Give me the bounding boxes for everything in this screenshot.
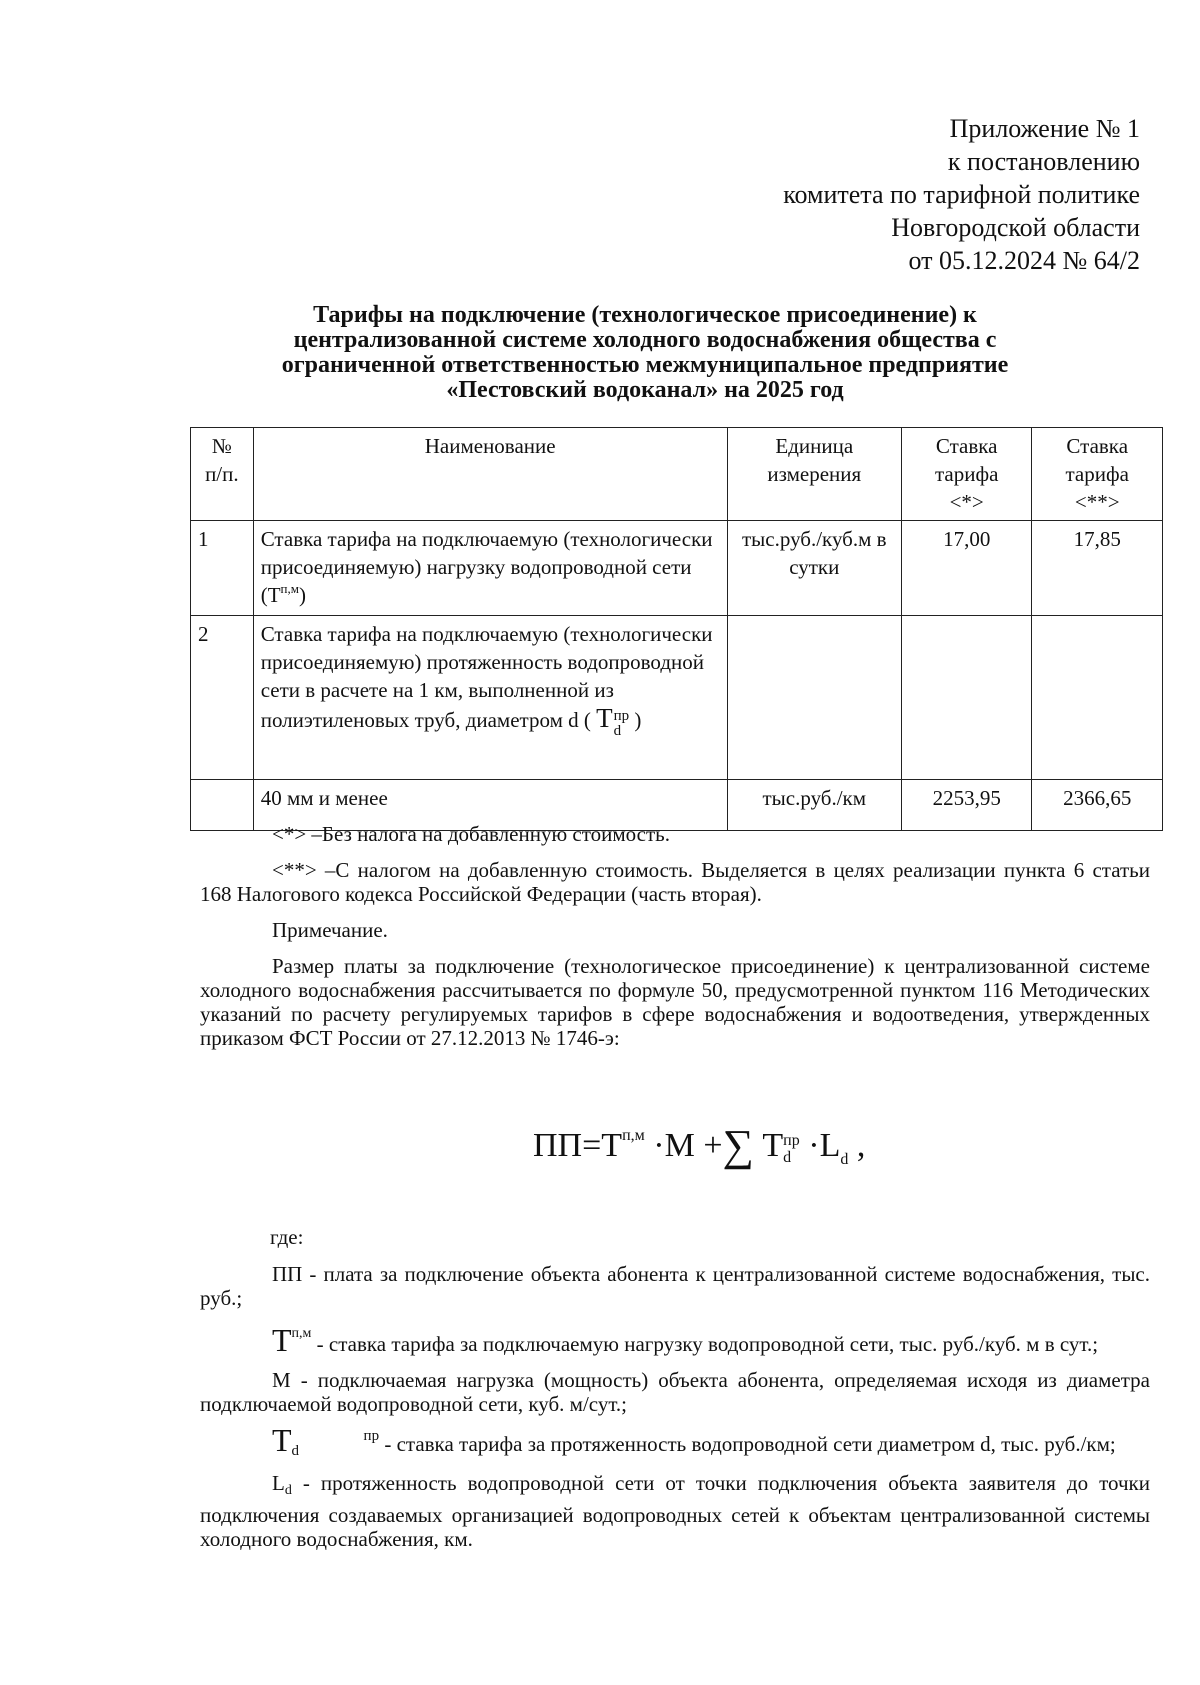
- payment-formula: $ПП=Т^{п,м} \cdot М$ +∑ Тпр $d \cdot L_d$ ,: [533, 1121, 866, 1170]
- row-number: 1: [191, 521, 254, 616]
- row-name: Ставка тарифа на подключаемую (технологически присоединяемую) протяженность водопроводной сети в расчете на 1 км, выполненной из полиэтиленовых труб, диаметром d ( Тпр d ): [253, 616, 727, 780]
- remark-title: Примечание.: [272, 918, 388, 942]
- header-rate-without-vat: Ставка тарифа <*>: [901, 428, 1032, 521]
- row-rate-without-vat: [901, 616, 1032, 780]
- header-number: № п/п.: [191, 428, 254, 521]
- row-unit: тыс.руб./км: [727, 780, 901, 831]
- definitions-section: [200, 1262, 1150, 1563]
- row-rate-with-vat: 2366,65: [1032, 780, 1163, 831]
- title-line: Тарифы на подключение (технологическое присоединение) к: [313, 302, 977, 328]
- row-rate-without-vat: 17,00: [901, 521, 1032, 616]
- definition-t-pm: $Т^{п,м}$ - ставка тарифа за подключаемую нагрузку водопроводной сети, тыс. руб./куб. м в сут.;: [272, 1322, 1099, 1358]
- header-unit: Единица измерения: [727, 428, 901, 521]
- header-rate-with-vat: Ставка тарифа <**>: [1032, 428, 1163, 521]
- title-line: ограниченной ответственностью межмуниципальное предприятие: [281, 352, 1009, 378]
- appendix-line: комитета по тарифной политике: [783, 180, 1140, 209]
- row-unit: [727, 616, 901, 780]
- row-name: Ставка тарифа на подключаемую (технологически присоединяемую) нагрузку водопроводной сети $(Т^{п,м})$: [253, 521, 727, 616]
- note-without-vat: <*> –Без налога на добавленную стоимость.: [272, 822, 670, 846]
- where-label: где:: [270, 1225, 304, 1249]
- appendix-line: от 05.12.2024 № 64/2: [908, 246, 1140, 275]
- title-line: централизованной системе холодного водоснабжения общества с: [293, 327, 997, 353]
- definition-ld: Ld - протяженность водопроводной сети от точки подключения объекта заявителя до точки подключения создаваемых организацией водопроводных сетей к объектам централизованной системы холодного водоснабжения, км.: [200, 1471, 1150, 1551]
- symbol-indices: пр d: [613, 708, 630, 739]
- remark-text: Размер платы за подключение (технологическое присоединение) к централизованной системе холодного водоснабжения рассчитывается по формуле 50, предусмотренной пунктом 116 Методических указаний по расчету регулируемых тарифов в сфере водоснабжения и водоотведения, утвержденных приказом ФСТ России от 27.12.2013 № 1746-э:: [200, 954, 1150, 1050]
- header-name: Наименование: [253, 428, 727, 521]
- row-name: 40 мм и менее: [253, 780, 727, 831]
- definition-indices: пр d: [291, 1428, 380, 1459]
- appendix-line: к постановлению: [947, 147, 1140, 176]
- row-rate-without-vat: 2253,95: [901, 780, 1032, 831]
- appendix-line: Новгородской области: [891, 213, 1140, 242]
- document-title: [190, 303, 1100, 403]
- tariff-table: [190, 427, 1163, 831]
- definition-pp: ПП - плата за подключение объекта абонента к централизованной системе водоснабжения, тыс. руб.;: [200, 1262, 1150, 1310]
- definition-t-pr: Т пр d - ставка тарифа за протяженность водопроводной сети диаметром d, тыс. руб./км;: [272, 1422, 1116, 1459]
- definition-m: М - подключаемая нагрузка (мощность) объекта абонента, определяемая исходя из диаметра подключаемой водопроводной сети, куб. м/сут.;: [200, 1368, 1150, 1416]
- title-line: «Пестовский водоканал» на 2025 год: [446, 377, 844, 403]
- row-rate-with-vat: [1032, 616, 1163, 780]
- formula-indices: пр d: [783, 1132, 800, 1166]
- row-number: 2: [191, 616, 254, 780]
- appendix-header: [783, 112, 1140, 277]
- table-row: [191, 521, 1163, 616]
- note-with-vat: <**> –С налогом на добавленную стоимость. Выделяется в целях реализации пункта 6 статьи 168 Налогового кодекса Российской Федерации (часть вторая).: [200, 858, 1150, 906]
- table-row: [191, 616, 1163, 780]
- notes-section: [200, 822, 1150, 1062]
- row-unit: тыс.руб./куб.м в сутки: [727, 521, 901, 616]
- table-header-row: [191, 428, 1163, 521]
- row-rate-with-vat: 17,85: [1032, 521, 1163, 616]
- appendix-line: Приложение № 1: [949, 114, 1140, 143]
